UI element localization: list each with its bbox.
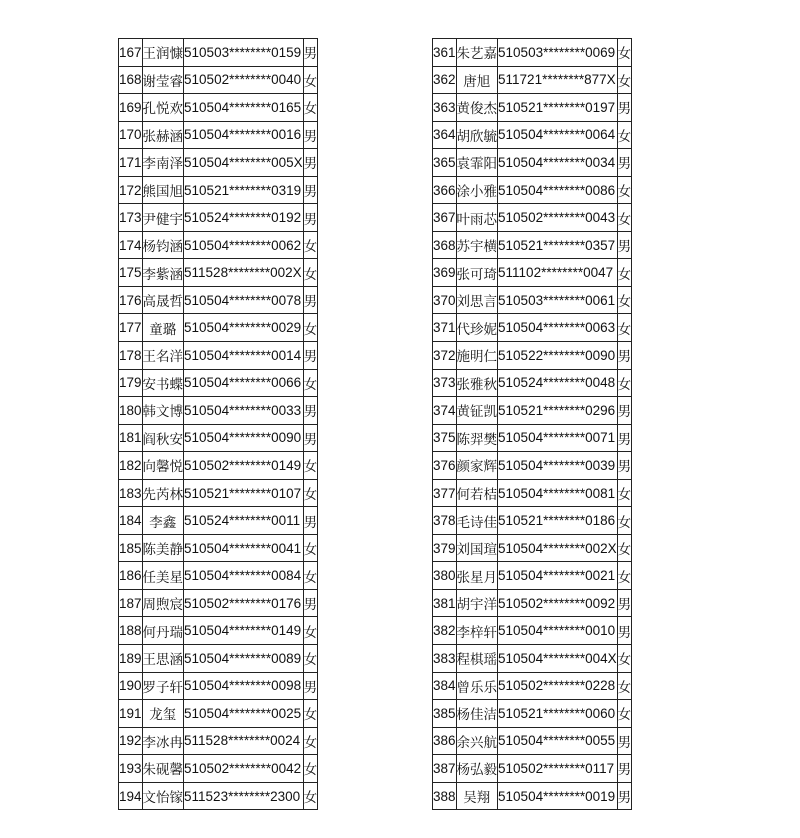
table-row [433,314,632,342]
id-number: 510502********0043 [498,204,618,232]
id-number: 510504********0149 [184,617,304,645]
table-row [119,176,318,204]
gender: 男 [303,589,318,617]
student-name: 吴翔 [456,782,498,810]
gender: 女 [303,66,318,94]
gender: 女 [617,121,632,149]
row-number: 179 [119,369,143,397]
gender: 男 [617,94,632,122]
gender: 男 [303,149,318,177]
id-number: 510521********0060 [498,700,618,728]
id-number: 510521********0107 [184,479,304,507]
student-name: 张可琦 [456,259,498,287]
table-row [119,342,318,370]
table-row [119,562,318,590]
gender: 女 [617,672,632,700]
gender: 女 [303,534,318,562]
student-name: 叶雨芯 [456,204,498,232]
table-row [433,231,632,259]
gender: 男 [303,204,318,232]
student-name: 杨钧涵 [142,231,184,259]
gender: 女 [617,645,632,673]
row-number: 173 [119,204,143,232]
table-row [119,534,318,562]
gender: 男 [617,231,632,259]
gender: 男 [303,424,318,452]
row-number: 362 [433,66,457,94]
row-number: 174 [119,231,143,259]
row-number: 374 [433,397,457,425]
gender: 女 [303,562,318,590]
student-name: 龙玺 [142,700,184,728]
row-number: 168 [119,66,143,94]
row-number: 368 [433,231,457,259]
table-row [433,369,632,397]
table-row [119,286,318,314]
gender: 男 [617,397,632,425]
row-number: 176 [119,286,143,314]
id-number: 510504********0090 [184,424,304,452]
gender: 女 [303,369,318,397]
row-number: 188 [119,617,143,645]
student-name: 童璐 [142,314,184,342]
table-row [119,700,318,728]
gender: 男 [617,755,632,783]
table-row [433,39,632,67]
student-name: 罗子轩 [142,672,184,700]
table-row [433,397,632,425]
id-number: 510502********0040 [184,66,304,94]
table-row [119,479,318,507]
table-row [433,121,632,149]
table-row [433,424,632,452]
table-row [119,507,318,535]
student-name: 刘思言 [456,286,498,314]
gender: 男 [303,176,318,204]
student-name: 胡宇洋 [456,589,498,617]
id-number: 510504********0086 [498,176,618,204]
student-name: 刘国瑄 [456,534,498,562]
row-number: 183 [119,479,143,507]
id-number: 510502********0092 [498,589,618,617]
row-number: 192 [119,727,143,755]
table-row [119,727,318,755]
gender: 男 [617,452,632,480]
student-name: 尹健宇 [142,204,184,232]
gender: 女 [617,286,632,314]
student-name: 孔悦欢 [142,94,184,122]
table-row [119,231,318,259]
student-name: 陈美静 [142,534,184,562]
table-row [433,176,632,204]
gender: 男 [617,424,632,452]
table-row [119,39,318,67]
student-name: 朱砚馨 [142,755,184,783]
gender: 男 [303,507,318,535]
id-number: 510504********0039 [498,452,618,480]
student-name: 阎秋安 [142,424,184,452]
gender: 男 [617,342,632,370]
roster-table-right-body [433,39,632,810]
student-name: 袁霏阳 [456,149,498,177]
gender: 男 [617,149,632,177]
table-row [433,452,632,480]
gender: 女 [617,259,632,287]
row-number: 379 [433,534,457,562]
student-name: 王思涵 [142,645,184,673]
table-row [433,617,632,645]
id-number: 510504********0062 [184,231,304,259]
student-name: 张雅秋 [456,369,498,397]
row-number: 371 [433,314,457,342]
id-number: 510521********0186 [498,507,618,535]
table-row [433,755,632,783]
row-number: 172 [119,176,143,204]
student-name: 施明仁 [456,342,498,370]
student-name: 张星月 [456,562,498,590]
id-number: 510521********0197 [498,94,618,122]
gender: 女 [303,727,318,755]
id-number: 511523********2300 [184,782,304,810]
table-row [119,782,318,810]
row-number: 380 [433,562,457,590]
id-number: 510524********0192 [184,204,304,232]
id-number: 510503********0061 [498,286,618,314]
student-name: 李紫涵 [142,259,184,287]
gender: 女 [303,314,318,342]
student-name: 余兴航 [456,727,498,755]
gender: 女 [303,782,318,810]
table-row [119,452,318,480]
table-row [433,286,632,314]
row-number: 377 [433,479,457,507]
table-row [119,672,318,700]
id-number: 510504********0081 [498,479,618,507]
student-name: 涂小雅 [456,176,498,204]
row-number: 177 [119,314,143,342]
gender: 女 [617,204,632,232]
id-number: 510524********0048 [498,369,618,397]
id-number: 511102********0047 [498,259,618,287]
table-row [433,727,632,755]
student-name: 黄钲凯 [456,397,498,425]
student-name: 王润慷 [142,39,184,67]
id-number: 510521********0296 [498,397,618,425]
student-name: 杨佳洁 [456,700,498,728]
gender: 女 [617,507,632,535]
row-number: 378 [433,507,457,535]
id-number: 510504********0064 [498,121,618,149]
gender: 女 [617,700,632,728]
row-number: 361 [433,39,457,67]
gender: 男 [617,589,632,617]
row-number: 180 [119,397,143,425]
id-number: 510504********0055 [498,727,618,755]
id-number: 510504********0033 [184,397,304,425]
row-number: 369 [433,259,457,287]
row-number: 191 [119,700,143,728]
table-row [119,66,318,94]
id-number: 510504********0071 [498,424,618,452]
row-number: 383 [433,645,457,673]
row-number: 167 [119,39,143,67]
gender: 男 [617,782,632,810]
id-number: 511528********002X [184,259,304,287]
student-name: 张赫涵 [142,121,184,149]
table-row [433,782,632,810]
id-number: 510504********0029 [184,314,304,342]
id-number: 510503********0069 [498,39,618,67]
student-name: 韩文博 [142,397,184,425]
gender: 男 [303,672,318,700]
student-name: 向馨悦 [142,452,184,480]
student-name: 文怡镓 [142,782,184,810]
gender: 女 [303,645,318,673]
table-row [433,700,632,728]
id-number: 510502********0176 [184,589,304,617]
row-number: 373 [433,369,457,397]
student-name: 朱艺嘉 [456,39,498,67]
gender: 女 [617,176,632,204]
row-number: 375 [433,424,457,452]
row-number: 363 [433,94,457,122]
gender: 女 [303,700,318,728]
table-row [119,645,318,673]
row-number: 171 [119,149,143,177]
gender: 男 [303,286,318,314]
row-number: 382 [433,617,457,645]
student-name: 高晟哲 [142,286,184,314]
table-row [433,507,632,535]
id-number: 510504********0019 [498,782,618,810]
gender: 女 [617,39,632,67]
table-row [433,589,632,617]
student-name: 陈羿樊 [456,424,498,452]
table-row [433,672,632,700]
gender: 男 [303,121,318,149]
table-row [433,562,632,590]
row-number: 184 [119,507,143,535]
row-number: 175 [119,259,143,287]
student-name: 先芮林 [142,479,184,507]
id-number: 510524********0011 [184,507,304,535]
student-name: 何若桔 [456,479,498,507]
table-row [433,149,632,177]
row-number: 186 [119,562,143,590]
id-number: 510504********0165 [184,94,304,122]
id-number: 511528********0024 [184,727,304,755]
table-row [433,94,632,122]
roster-table-right [432,38,632,810]
row-number: 181 [119,424,143,452]
table-row [119,397,318,425]
id-number: 510504********0063 [498,314,618,342]
student-name: 安书蝶 [142,369,184,397]
student-name: 任美星 [142,562,184,590]
id-number: 510504********0078 [184,286,304,314]
table-row [433,479,632,507]
gender: 女 [303,231,318,259]
id-number: 510504********0034 [498,149,618,177]
row-number: 185 [119,534,143,562]
row-number: 189 [119,645,143,673]
table-row [119,204,318,232]
id-number: 510504********0066 [184,369,304,397]
id-number: 510502********0042 [184,755,304,783]
table-row [119,755,318,783]
gender: 女 [617,369,632,397]
table-row [433,204,632,232]
gender: 女 [303,259,318,287]
id-number: 510504********0014 [184,342,304,370]
table-row [433,342,632,370]
student-name: 代珍妮 [456,314,498,342]
table-row [433,645,632,673]
student-name: 何丹瑞 [142,617,184,645]
table-row [119,589,318,617]
row-number: 388 [433,782,457,810]
row-number: 376 [433,452,457,480]
student-name: 李梓轩 [456,617,498,645]
id-number: 510504********0089 [184,645,304,673]
gender: 女 [617,562,632,590]
row-number: 385 [433,700,457,728]
table-row [119,94,318,122]
row-number: 366 [433,176,457,204]
gender: 女 [303,452,318,480]
row-number: 187 [119,589,143,617]
row-number: 194 [119,782,143,810]
gender: 女 [617,479,632,507]
student-name: 颜家辉 [456,452,498,480]
id-number: 510504********004X [498,645,618,673]
row-number: 182 [119,452,143,480]
id-number: 510504********0084 [184,562,304,590]
student-name: 胡欣毓 [456,121,498,149]
student-name: 唐旭 [456,66,498,94]
table-row [119,121,318,149]
gender: 男 [303,39,318,67]
roster-table-left-body [119,39,318,810]
row-number: 372 [433,342,457,370]
student-name: 程棋瑶 [456,645,498,673]
id-number: 510504********0098 [184,672,304,700]
row-number: 387 [433,755,457,783]
gender: 女 [303,94,318,122]
id-number: 510504********0025 [184,700,304,728]
id-number: 510502********0117 [498,755,618,783]
id-number: 510521********0319 [184,176,304,204]
table-row [433,259,632,287]
row-number: 190 [119,672,143,700]
student-name: 毛诗佳 [456,507,498,535]
id-number: 510502********0228 [498,672,618,700]
student-name: 杨弘毅 [456,755,498,783]
student-name: 王名洋 [142,342,184,370]
id-number: 510502********0149 [184,452,304,480]
table-row [119,314,318,342]
student-name: 谢莹睿 [142,66,184,94]
student-name: 李南泽 [142,149,184,177]
table-row [119,149,318,177]
row-number: 381 [433,589,457,617]
id-number: 510521********0357 [498,231,618,259]
gender: 女 [303,479,318,507]
id-number: 510504********005X [184,149,304,177]
table-row [119,369,318,397]
row-number: 386 [433,727,457,755]
gender: 男 [617,617,632,645]
student-name: 曾乐乐 [456,672,498,700]
student-name: 苏宇横 [456,231,498,259]
row-number: 364 [433,121,457,149]
gender: 男 [303,397,318,425]
gender: 女 [303,755,318,783]
table-row [433,66,632,94]
student-name: 黄俊杰 [456,94,498,122]
gender: 男 [303,342,318,370]
gender: 女 [617,314,632,342]
row-number: 367 [433,204,457,232]
gender: 女 [303,617,318,645]
gender: 女 [617,66,632,94]
student-name: 李冰冉 [142,727,184,755]
id-number: 510522********0090 [498,342,618,370]
id-number: 511721********877X [498,66,618,94]
table-row [119,617,318,645]
row-number: 193 [119,755,143,783]
student-name: 周煦宸 [142,589,184,617]
roster-table-left [118,38,318,810]
table-row [433,534,632,562]
student-name: 熊国旭 [142,176,184,204]
row-number: 370 [433,286,457,314]
id-number: 510504********0010 [498,617,618,645]
row-number: 169 [119,94,143,122]
student-name: 李鑫 [142,507,184,535]
gender: 女 [617,534,632,562]
id-number: 510504********0041 [184,534,304,562]
id-number: 510503********0159 [184,39,304,67]
gender: 男 [617,727,632,755]
row-number: 384 [433,672,457,700]
row-number: 365 [433,149,457,177]
id-number: 510504********0016 [184,121,304,149]
id-number: 510504********0021 [498,562,618,590]
row-number: 170 [119,121,143,149]
table-row [119,424,318,452]
id-number: 510504********002X [498,534,618,562]
row-number: 178 [119,342,143,370]
table-row [119,259,318,287]
